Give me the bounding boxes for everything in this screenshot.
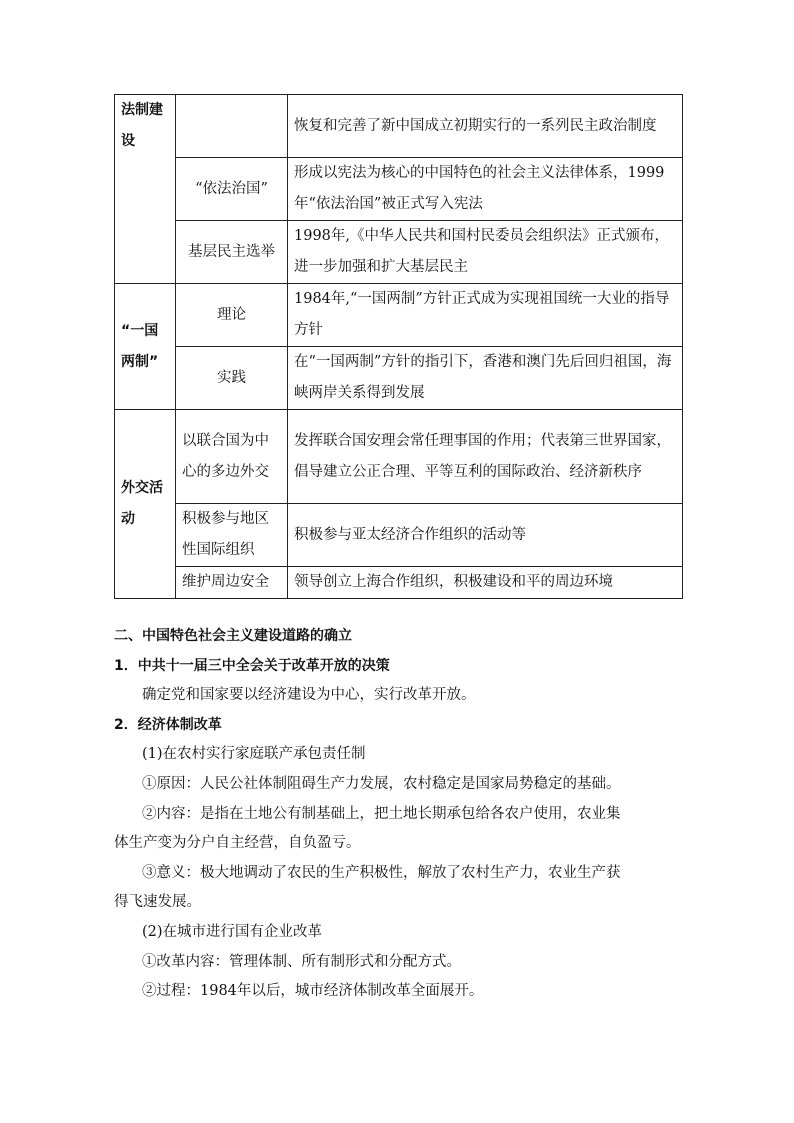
sub1-reason: ①原因：人民公社体制阻碍生产力发展，农村稳定是国家局势稳定的基础。 bbox=[142, 775, 621, 792]
description-cell bbox=[288, 410, 683, 504]
table-row bbox=[115, 221, 683, 284]
description-cell bbox=[288, 284, 683, 347]
subcategory-label: 维护周边安全 bbox=[182, 574, 269, 590]
item2-title: 2．经济体制改革 bbox=[114, 716, 222, 733]
description-cell bbox=[288, 221, 683, 284]
subcategory-label: 实践 bbox=[217, 369, 246, 386]
category-label: 外交活动 bbox=[121, 480, 163, 527]
description-text: 恢复和完善了新中国成立初期实行的一系列民主政治制度 bbox=[294, 117, 657, 134]
table-row bbox=[115, 284, 683, 347]
description-cell bbox=[288, 347, 683, 410]
sub2-title: (2)在城市进行国有企业改革 bbox=[142, 923, 323, 940]
description-text: 领导创立上海合作组织，积极建设和平的周边环境 bbox=[294, 574, 613, 590]
description-text: 积极参与亚太经济合作组织的活动等 bbox=[294, 526, 526, 543]
sub1-content-line2: 体生产变为分户自主经营，自负盈亏。 bbox=[114, 835, 361, 852]
table-row bbox=[115, 158, 683, 221]
table-row bbox=[115, 504, 683, 567]
subcategory-label: 以联合国为中心的多边外交 bbox=[182, 432, 269, 480]
table-row bbox=[115, 95, 683, 158]
category-cell bbox=[115, 410, 176, 599]
description-cell bbox=[288, 567, 683, 599]
subcategory-cell bbox=[176, 567, 288, 599]
body-text bbox=[114, 622, 694, 1007]
summary-table bbox=[114, 94, 683, 599]
table-row bbox=[115, 567, 683, 599]
description-text: 1984年,“一国两制”方针正式成为实现祖国统一大业的指导方针 bbox=[294, 291, 670, 338]
item1-text: 确定党和国家要以经济建设为中心，实行改革开放。 bbox=[142, 687, 476, 704]
description-text: 形成以宪法为核心的中国特色的社会主义法律体系，1999年“依法治国”被正式写入宪法 bbox=[294, 165, 665, 212]
subcategory-label: 基层民主选举 bbox=[188, 243, 275, 260]
subcategory-cell bbox=[176, 221, 288, 284]
subcategory-cell bbox=[176, 158, 288, 221]
description-cell bbox=[288, 95, 683, 158]
table-row bbox=[115, 347, 683, 410]
sub1-content-line1: ②内容：是指在土地公有制基础上，把土地长期承包给各农户使用，农业集 bbox=[142, 805, 621, 822]
description-text: 在“一国两制”方针的指引下，香港和澳门先后回归祖国，海峡两岸关系得到发展 bbox=[294, 354, 672, 401]
item1-title: 1．中共十一届三中全会关于改革开放的决策 bbox=[114, 657, 390, 674]
subcategory-label: “依法治国” bbox=[195, 180, 268, 197]
sub2-process: ②过程：1984年以后，城市经济体制改革全面展开。 bbox=[142, 983, 484, 1000]
category-cell bbox=[115, 95, 176, 284]
category-label: 法制建设 bbox=[121, 102, 163, 149]
section-title: 二、中国特色社会主义建设道路的确立 bbox=[114, 628, 352, 644]
table-row bbox=[115, 410, 683, 504]
description-text: 发挥联合国安理会常任理事国的作用；代表第三世界国家，倡导建立公正合理、平等互利的国际政治、经济新秩序 bbox=[294, 432, 671, 480]
sub2-reform-content: ①改革内容：管理体制、所有制形式和分配方式。 bbox=[142, 953, 461, 970]
sub1-meaning-line1: ③意义：极大地调动了农民的生产积极性，解放了农村生产力，农业生产获 bbox=[142, 864, 621, 881]
category-cell bbox=[115, 284, 176, 410]
subcategory-cell bbox=[176, 410, 288, 504]
sub1-title: (1)在农村实行家庭联产承包责任制 bbox=[142, 746, 366, 763]
description-text: 1998年,《中华人民共和国村民委员会组织法》正式颁布，进一步加强和扩大基层民主 bbox=[294, 228, 670, 275]
subcategory-label: 积极参与地区性国际组织 bbox=[182, 511, 269, 558]
category-label: “一国两制” bbox=[121, 322, 159, 370]
sub1-meaning-line2: 得飞速发展。 bbox=[114, 894, 201, 911]
description-cell bbox=[288, 504, 683, 567]
subcategory-cell bbox=[176, 95, 288, 158]
subcategory-label: 理论 bbox=[217, 306, 246, 323]
subcategory-cell bbox=[176, 504, 288, 567]
subcategory-cell bbox=[176, 347, 288, 410]
subcategory-cell bbox=[176, 284, 288, 347]
description-cell bbox=[288, 158, 683, 221]
